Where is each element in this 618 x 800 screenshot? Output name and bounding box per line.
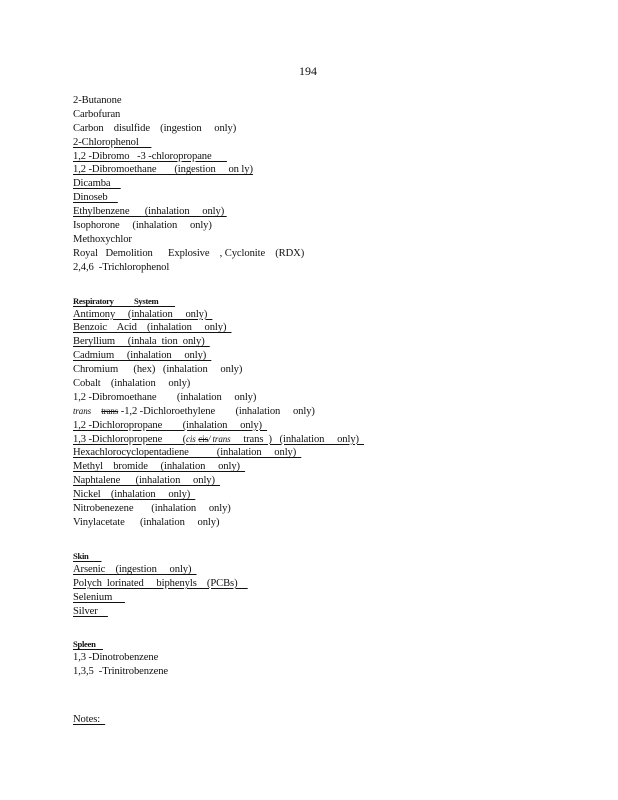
list-item: Cobalt (inhalation only) (73, 378, 191, 390)
list-item: Nitrobenezene (inhalation only) (73, 503, 231, 515)
list-item: 2-Butanone (73, 95, 122, 106)
list-item: Methyl bromide (inhalation only) (73, 461, 246, 473)
list-item: Cadmium (inhalation only) (73, 350, 212, 362)
section-heading: Skin (73, 550, 102, 561)
list-item: Polych lorinated biphenyls (PCBs) (73, 577, 248, 589)
list-item-cis (73, 433, 573, 447)
list-item: Carbon disulfide (ingestion only) (73, 122, 237, 134)
list-item: 2-Chlorophenol (73, 136, 152, 148)
list-item: Selenium (73, 591, 125, 603)
list-item: Hexachlorocyclopentadiene (inhalation only) (73, 447, 302, 459)
italic-cis: cis (186, 433, 196, 444)
list-item: Antimony (inhalation only) (73, 308, 213, 320)
list-item: Chromium (hex) (inhalation only) (73, 364, 243, 376)
list-item: Royal Demolition Explosive , Cyclonite (RDX) (73, 247, 305, 259)
section-spleen (73, 638, 573, 679)
list-item: Dinoseb (73, 192, 118, 204)
italic-prefix: trans (73, 405, 92, 416)
section-heading: Spleen (73, 639, 103, 650)
section-skin (73, 550, 573, 619)
list-item: Dicamba (73, 178, 121, 190)
list-item: Naphtalene (inhalation only) (73, 475, 221, 487)
list-item: 1,3,5 -Trinitrobenzene (73, 666, 168, 678)
list-item: 1,2 -Dibromoethane (inhalation only) (73, 391, 257, 403)
chemical-list-group-1 (73, 94, 573, 275)
list-item: Isophorone (inhalation only) (73, 220, 212, 232)
list-item: Beryllium (inhala tion only) (73, 336, 210, 348)
list-item: 1,2 -Dibromo -3 -chloropropane (73, 150, 227, 162)
section-heading: Respiratory System (73, 295, 176, 306)
list-item: Nickel (inhalation only) (73, 489, 196, 501)
list-item: 1,2 -Dibromoethane (ingestion on ly) (73, 164, 253, 176)
list-item: Carbofuran (73, 108, 121, 120)
page-number: 194 (299, 64, 317, 78)
list-item: 1,2 -Dichloropropane (inhalation only) (73, 419, 268, 431)
list-item: Vinylacetate (inhalation only) (73, 516, 220, 528)
list-item: 2,4,6 -Trichlorophenol (73, 261, 170, 273)
struck-text: trans (101, 405, 119, 416)
list-item-start: 1,3 -Dichloropropene ( (73, 433, 187, 445)
list-item-rest: -1,2 -Dichloroethylene (inhalation only) (118, 405, 315, 417)
struck-text: cis (198, 433, 208, 444)
list-item-trans (73, 405, 573, 419)
list-item: Ethylbenzene (inhalation only) (73, 206, 227, 218)
section-respiratory (73, 295, 573, 530)
list-item: Silver (73, 605, 108, 617)
list-item: Benzoic Acid (inhalation only) (73, 322, 232, 334)
list-item: Arsenic (ingestion only) (73, 563, 197, 575)
notes-label: Notes: (73, 714, 106, 726)
list-item: Methoxychlor (73, 233, 132, 245)
list-item-rest: trans ) (inhalation only) (230, 433, 365, 445)
list-item: 1,3 -Dinotrobenzene (73, 652, 159, 664)
italic-trans: / trans (207, 433, 231, 444)
document-body (73, 94, 573, 727)
